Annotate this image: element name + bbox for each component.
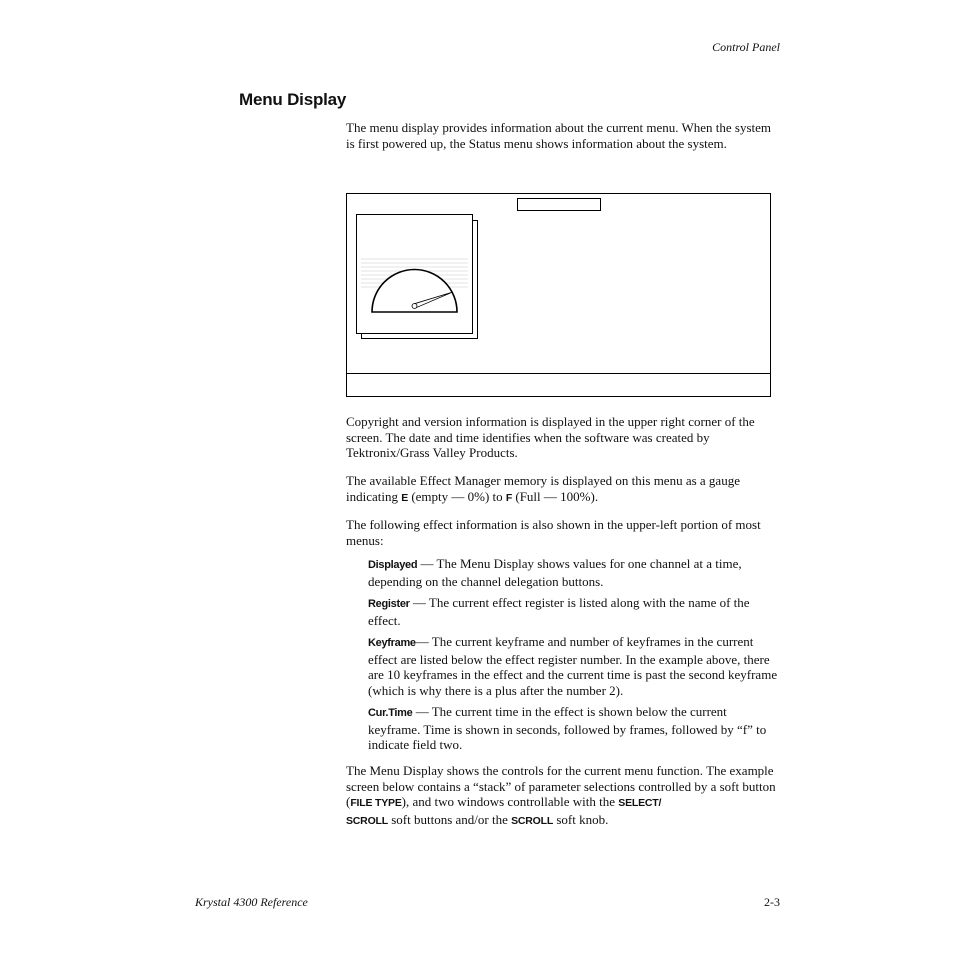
gauge-pivot xyxy=(412,304,417,309)
list-item: Displayed — The Menu Display shows values for one channel at a time, depending on the channel delegation buttons. xyxy=(368,556,742,589)
term-displayed: Displayed xyxy=(368,559,418,571)
intro-paragraph: The menu display provides information about the current menu. When the system is first powered up, the Status menu shows information about the system. xyxy=(346,120,772,151)
file-type-key: FILE TYPE xyxy=(350,797,402,809)
memory-gauge-icon xyxy=(357,215,472,333)
menu-display-paragraph: The Menu Display shows the controls for the current menu function. The example screen below contains a “stack” of parameter selections controlled by a soft button (FILE TYPE), and two windows controllable with the SELECT/ SCROLL soft buttons and/or the SCROLL soft knob. xyxy=(346,763,776,827)
term-cur-time: Cur.Time xyxy=(368,707,413,719)
copyright-paragraph: Copyright and version information is displayed in the upper right corner of the screen. The date and time identifies when the software was created by Tektronix/Grass Valley Products. xyxy=(346,414,755,460)
term-keyframe: Keyframe xyxy=(368,637,416,649)
term-register: Register xyxy=(368,598,410,610)
select-key: SELECT/ xyxy=(618,797,662,809)
section-title: Menu Display xyxy=(239,90,347,109)
full-key: F xyxy=(505,491,513,504)
effect-info-paragraph: The following effect information is also shown in the upper-left portion of most menus: xyxy=(346,517,761,548)
running-head: Control Panel xyxy=(712,40,780,54)
status-menu-figure xyxy=(346,193,771,397)
footer-title: Krystal 4300 Reference xyxy=(195,895,308,909)
empty-key: E xyxy=(401,491,409,504)
figure-divider xyxy=(347,373,770,374)
list-item: Cur.Time — The current time in the effect is shown below the current keyframe. Time is shown in seconds, followed by frames, followed by “f” to indicate field two. xyxy=(368,704,767,752)
memory-paragraph: The available Effect Manager memory is displayed on this menu as a gauge indicating E (empty — 0%) to F (Full — 100%). xyxy=(346,473,740,504)
memory-gauge-card xyxy=(356,214,473,334)
list-item: Keyframe— The current keyframe and number of keyframes in the current effect are listed below the effect register number. In the example above, there are 10 keyframes in the effect and the current time is past the second keyframe (which is why there is a plus after the number 2). xyxy=(368,634,778,698)
scroll-key: SCROLL xyxy=(346,814,388,827)
version-label-box xyxy=(517,198,601,211)
scroll-knob-key: SCROLL xyxy=(511,814,554,827)
list-item: Register — The current effect register is listed along with the name of the effect. xyxy=(368,595,750,628)
page-number: 2-3 xyxy=(764,895,780,909)
